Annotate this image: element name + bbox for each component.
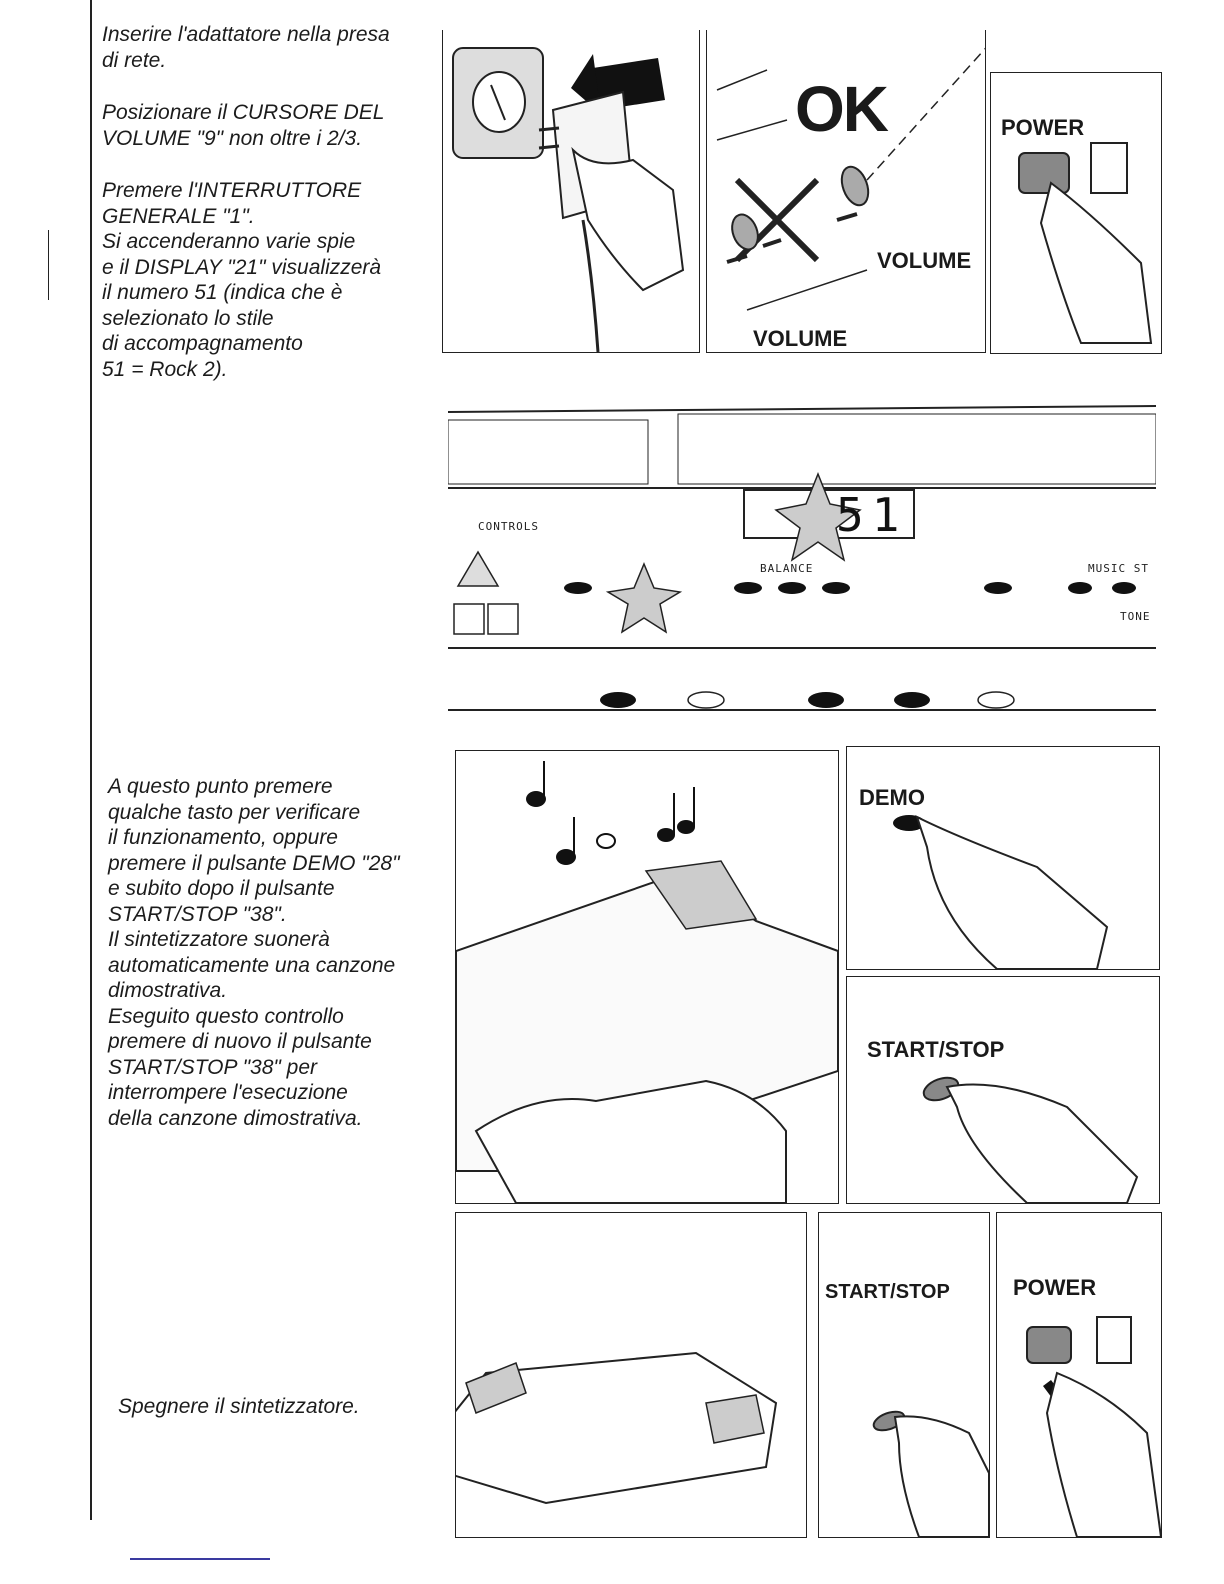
illustration-volume-slider — [706, 30, 986, 353]
keyboard-playing-drawing — [456, 751, 838, 1203]
demo-label: DEMO — [859, 785, 925, 810]
left-margin-rule-tick — [48, 230, 49, 300]
plug-adapter-drawing — [443, 30, 699, 352]
music-style-section-label: MUSIC ST — [1088, 562, 1149, 575]
power-label-bottom: POWER — [1013, 1275, 1097, 1300]
illustration-power-on — [990, 72, 1162, 354]
start-stop-stop-drawing — [819, 1213, 989, 1537]
balance-section-label: BALANCE — [760, 562, 814, 575]
volume-label-right: VOLUME — [877, 248, 972, 273]
power-label-top: POWER — [1001, 115, 1085, 140]
instruction-power-on: Premere l'INTERRUTTORE GENERALE "1". Si accenderanno varie spie e il DISPLAY "21" visualizzerà il numero 51 (indica che è selezionato lo stile di accompagnamento 51 = Rock 2). — [102, 179, 382, 381]
control-panel-illustration — [448, 392, 1156, 722]
illustration-start-stop-stop — [818, 1212, 990, 1538]
start-stop-play-drawing — [847, 977, 1159, 1203]
control-panel-drawing — [448, 392, 1156, 722]
left-margin-rule — [90, 0, 92, 1520]
instruction-power-off: Spegnere il sintetizzatore. — [118, 1395, 360, 1418]
demo-button-drawing — [847, 747, 1159, 969]
instruction-demo: A questo punto premere qualche tasto per verificare il funzionamento, oppure premere il pulsante DEMO "28" e subito dopo il pulsante START/STOP "38". Il sintetizzatore suonerà automaticamente una canzone dimostrativa. Eseguito questo controllo premere di nuovo il pulsante START/STOP "38" per interrompere l'esecuzione della canzone dimostrativa. — [108, 775, 400, 1130]
controls-section-label: CONTROLS — [478, 520, 539, 533]
instruction-volume-slider: Posizionare il CURSORE DEL VOLUME "9" non oltre i 2/3. — [102, 101, 385, 150]
illustration-start-stop-play — [846, 976, 1160, 1204]
illustration-plug-adapter — [442, 30, 700, 353]
power-off-drawing — [997, 1213, 1161, 1537]
keyboard-stopping-drawing — [456, 1213, 806, 1537]
volume-label-bottom: VOLUME — [753, 326, 848, 351]
illustration-demo-button — [846, 746, 1160, 970]
start-stop-label-stop: START/STOP — [825, 1281, 950, 1303]
footer-rule — [130, 1558, 270, 1560]
illustration-keyboard-stopping — [455, 1212, 807, 1538]
ok-label: OK — [795, 73, 887, 145]
display-readout: 51 — [836, 488, 908, 542]
tone-section-label: TONE — [1120, 610, 1151, 623]
illustration-power-off — [996, 1212, 1162, 1538]
instruction-plug-adapter: Inserire l'adattatore nella presa di rete. — [102, 23, 390, 72]
start-stop-label-demo: START/STOP — [867, 1037, 1005, 1062]
illustration-keyboard-playing — [455, 750, 839, 1204]
